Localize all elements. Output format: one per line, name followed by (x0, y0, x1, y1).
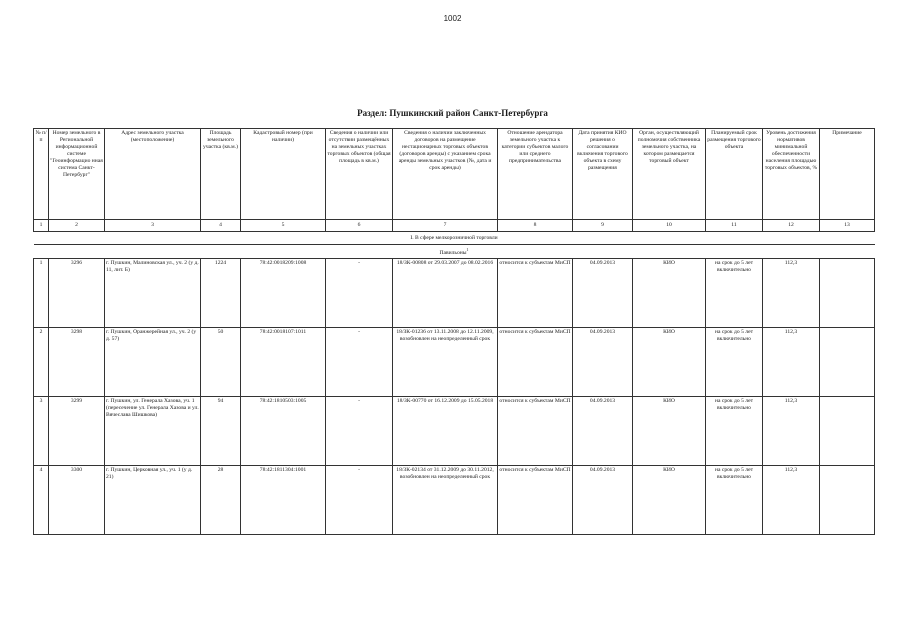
column-number-row (34, 220, 875, 232)
section-title: Раздел: Пушкинский район Санкт-Петербурга (357, 108, 548, 118)
cell-level: 112,3 (763, 396, 820, 465)
col-header-index: № п/п (34, 129, 49, 220)
cell-term: на срок до 5 лет включительно (706, 465, 763, 534)
cell-objects: - (326, 327, 393, 396)
cell-level: 112,3 (763, 327, 820, 396)
cell-gis-number: 3296 (49, 258, 105, 327)
cell-term: на срок до 5 лет включительно (706, 396, 763, 465)
cell-address: г. Пушкин, Оранжерейная ул., уч. 2 (у д. 57) (105, 327, 201, 396)
cell-note (820, 327, 875, 396)
column-number: 1 (34, 220, 49, 232)
column-number: 13 (820, 220, 875, 232)
page-number: 1002 (443, 14, 462, 23)
cell-index: 1 (34, 258, 49, 327)
category-label: Павильоны (439, 249, 467, 256)
header-row (34, 129, 875, 220)
col-header-approval-date: Дата принятия КИО решения о согласовании включения торгового объекта в схему размещения (573, 129, 633, 220)
cell-index: 4 (34, 465, 49, 534)
category-heading (34, 245, 875, 259)
cell-cadastral: 78:42:0018107:1011 (241, 327, 326, 396)
cell-approval-date: 04.09.2013 (573, 327, 633, 396)
cell-objects: - (326, 465, 393, 534)
table-row (34, 396, 875, 465)
column-number: 4 (201, 220, 241, 232)
col-header-level: Уровень достижения нормативов минимальной обеспеченности населения площадью торговых объектов, % (763, 129, 820, 220)
col-header-cadastral: Кадастровый номер (при наличии) (241, 129, 326, 220)
col-header-authority: Орган, осуществляющий полномочия собственника земельного участка, на котором размещается торговый объект (633, 129, 706, 220)
column-number: 12 (763, 220, 820, 232)
col-header-gis-number: Номер земельного в Региональной информационной системе "Геоинформацио нная система Санкт-Петербург" (49, 129, 105, 220)
cell-sme: относится к субъектам МиСП (498, 258, 573, 327)
col-header-address: Адрес земельного участка (местоположение) (105, 129, 201, 220)
cell-authority: КИО (633, 396, 706, 465)
subsection-row (34, 232, 875, 245)
cell-level: 112,3 (763, 465, 820, 534)
column-number: 11 (706, 220, 763, 232)
cell-sme: относится к субъектам МиСП (498, 465, 573, 534)
column-number: 5 (241, 220, 326, 232)
land-plots-table (33, 128, 875, 535)
cell-objects: - (326, 258, 393, 327)
cell-cadastral: 78:42:1810503:1005 (241, 396, 326, 465)
cell-contracts: 18/ЗК-00770 от 16.12.2009 до 15.05.2018 (393, 396, 498, 465)
col-header-contracts: Сведения о наличии заключенных договоров на размещение нестационарных торговых объектов (договоров аренды) с указанием срока аренды земельных участков (№, дата и срок аренды) (393, 129, 498, 220)
category-row (34, 245, 875, 259)
cell-gis-number: 3299 (49, 396, 105, 465)
column-number: 7 (393, 220, 498, 232)
column-number: 9 (573, 220, 633, 232)
cell-cadastral: 78:42:1811304:1001 (241, 465, 326, 534)
column-number: 10 (633, 220, 706, 232)
cell-approval-date: 04.09.2013 (573, 396, 633, 465)
column-number: 8 (498, 220, 573, 232)
cell-sme: относится к субъектам МиСП (498, 327, 573, 396)
cell-index: 2 (34, 327, 49, 396)
footnote-marker: 1 (466, 247, 469, 252)
cell-authority: КИО (633, 465, 706, 534)
cell-area: 28 (201, 465, 241, 534)
cell-contracts: 18/ЗК-02134 от 31.12.2009 до 30.11.2012, возобновлен на неопределенный срок (393, 465, 498, 534)
cell-authority: КИО (633, 258, 706, 327)
column-number: 3 (105, 220, 201, 232)
col-header-note: Примечание (820, 129, 875, 220)
column-number: 6 (326, 220, 393, 232)
cell-objects: - (326, 396, 393, 465)
cell-index: 3 (34, 396, 49, 465)
cell-gis-number: 3300 (49, 465, 105, 534)
cell-note (820, 258, 875, 327)
cell-address: г. Пушкин, Малиновская ул., уч. 2 (у д. 11, лит. Б) (105, 258, 201, 327)
cell-area: 1224 (201, 258, 241, 327)
col-header-area: Площадь земельного участка (кв.м.) (201, 129, 241, 220)
cell-term: на срок до 5 лет включительно (706, 327, 763, 396)
cell-address: г. Пушкин, Церковная ул., уч. 1 (у д. 21) (105, 465, 201, 534)
cell-note (820, 396, 875, 465)
cell-contracts: 18/ЗК-00808 от 29.03.2007 до 08.02.2016 (393, 258, 498, 327)
cell-level: 112,3 (763, 258, 820, 327)
col-header-term: Планируемый срок размещения торгового объекта (706, 129, 763, 220)
table-row (34, 465, 875, 534)
cell-approval-date: 04.09.2013 (573, 258, 633, 327)
cell-address: г. Пушкин, ул. Генерала Хазова, уч. 1 (пересечение ул. Генерала Хазова и ул. Вячеслава Шишкова) (105, 396, 201, 465)
cell-authority: КИО (633, 327, 706, 396)
cell-approval-date: 04.09.2013 (573, 465, 633, 534)
subsection-heading: I. В сфере мелкорозничной торговли (34, 232, 875, 245)
cell-contracts: 18/ЗК-01236 от 13.11.2008 до 12.11.2009, возобновлен на неопределенный срок (393, 327, 498, 396)
table-row (34, 258, 875, 327)
cell-area: 94 (201, 396, 241, 465)
cell-note (820, 465, 875, 534)
cell-area: 50 (201, 327, 241, 396)
col-header-objects: Сведения о наличии или отсутствии размещённых на земельных участках торговых объектов (общая площадь в кв.м.) (326, 129, 393, 220)
cell-cadastral: 78:42:0018209:1008 (241, 258, 326, 327)
column-number: 2 (49, 220, 105, 232)
cell-gis-number: 3298 (49, 327, 105, 396)
cell-term: на срок до 5 лет включительно (706, 258, 763, 327)
col-header-sme: Отношение арендатора земельного участка к категории субъектов малого или среднего предпринимательства (498, 129, 573, 220)
table-row (34, 327, 875, 396)
cell-sme: относится к субъектам МиСП (498, 396, 573, 465)
